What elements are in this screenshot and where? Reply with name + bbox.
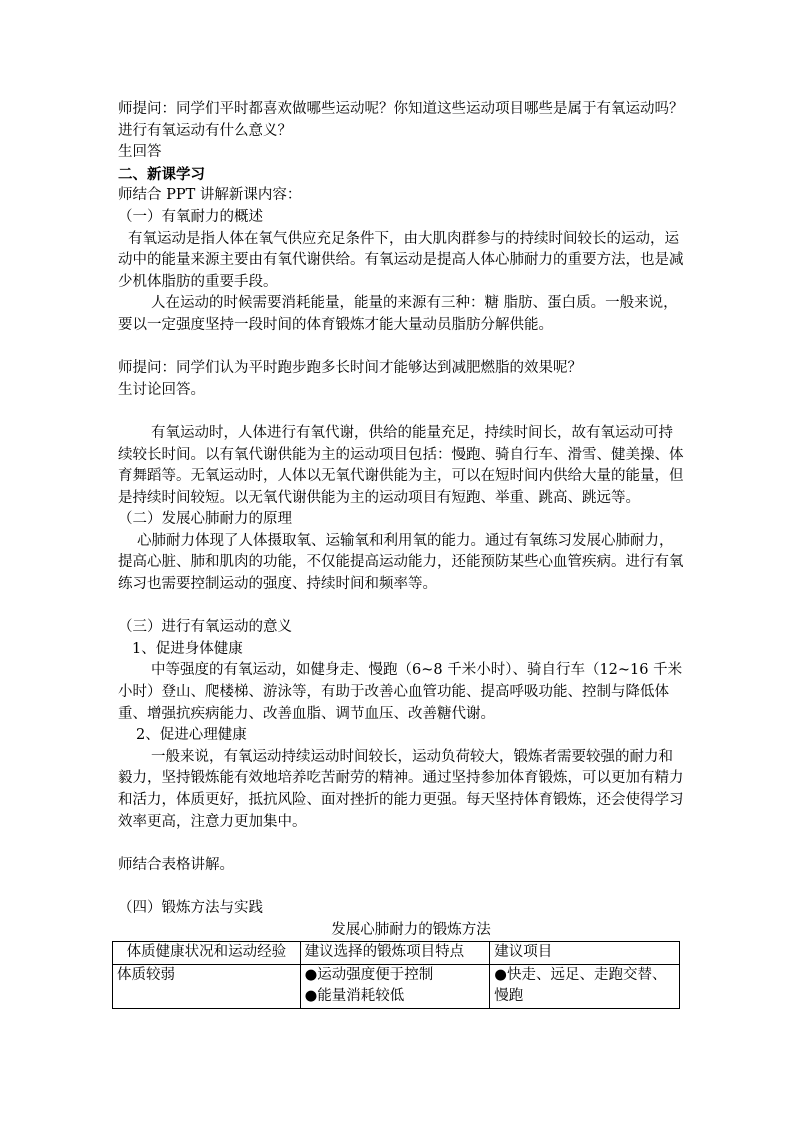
table-header-row [113, 942, 680, 965]
document-page [118, 99, 684, 1009]
table-intro: 师结合表格讲解。 [118, 856, 234, 873]
table-header-cell: 建议选择的锻炼项目特点 [300, 942, 490, 965]
table-header-cell: 体质健康状况和运动经验 [113, 942, 301, 965]
table-header-cell: 建议项目 [490, 942, 680, 965]
table-cell: ●快走、远足、走跑交替、慢跑 [490, 964, 680, 1008]
table-cell [300, 964, 490, 1008]
section-heading-new-lesson: 二、新课学习 [118, 165, 205, 183]
table-cell: 体质较弱 [113, 964, 301, 1008]
subsection-title-1: （一）有氧耐力的概述 [118, 208, 263, 225]
table-row [113, 964, 680, 1008]
blank-line [118, 337, 684, 359]
paragraph-aerobic-vs-anaerobic: 有氧运动时，人体进行有氧代谢，供给的能量充足，持续时间长，故有氧运动可持续较长时间。以有氧代谢供能为主的运动项目包括：慢跑、骑自行车、滑雪、健美操、体育舞蹈等。无氧运动时，人体以无氧代谢供能为主，可以在短时间内供给大量的能量，但是持续时间较短。以无氧代谢供能为主的运动项目有短跑、举重、跳高、跳远等。 [118, 424, 684, 506]
blank-line [118, 401, 684, 423]
item-mental-health: 2、促进心理健康 [136, 727, 247, 744]
paragraph-physical-health: 中等强度的有氧运动，如健身走、慢跑（6~8 千米小时）、骑自行车（12~16 千米小时）登山、爬楼梯、游泳等，有助于改善心血管功能、提高呼吸功能、控制与降低体重、增强抗疾病能力、改善血脂、调节血压、改善糖代谢。 [118, 662, 683, 722]
subsection-title-2: （二）发展心肺耐力的原理 [118, 511, 292, 528]
table-cell-bullet: ●能量消耗较低 [304, 988, 405, 1005]
subsection-title-3: （三）进行有氧运动的意义 [118, 619, 292, 636]
table-cell-bullet: ●运动强度便于控制 [304, 966, 434, 983]
student-answer-2: 生讨论回答。 [118, 381, 205, 398]
blank-line [118, 833, 684, 855]
teacher-intro: 师结合 PPT 讲解新课内容： [118, 187, 302, 204]
teacher-question-2: 师提问：同学们认为平时跑步跑多长时间才能够达到减肥燃脂的效果呢？ [118, 360, 582, 377]
paragraph-mental-health: 一般来说，有氧运动持续运动时间较长，运动负荷较大，锻炼者需要较强的耐力和毅力，坚持锻炼能有效地培养吃苦耐劳的精神。通过坚持参加体育锻炼，可以更加有精力和活力，体质更好，抵抗风险、面对挫折的能力更强。每天坚持体育锻炼，还会使得学习效率更高，注意力更加集中。 [118, 748, 684, 830]
training-methods-table [112, 941, 680, 1009]
blank-line [118, 876, 684, 898]
paragraph-aerobic-definition: 有氧运动是指人体在氧气供应充足条件下，由大肌肉群参与的持续时间较长的运动，运动中的能量来源主要由有氧代谢供给。有氧运动是提高人体心肺耐力的重要方法，也是减少机体脂肪的重要手段。 [118, 230, 684, 290]
subsection-title-4: （四）锻炼方法与实践 [118, 899, 263, 916]
blank-line [118, 596, 684, 618]
paragraph-cardio-principle: 心肺耐力体现了人体摄取氧、运输氧和利用氧的能力。通过有氧练习发展心肺耐力，提高心脏、肺和肌肉的功能，不仅能提高运动能力，还能预防某些心血管疾病。进行有氧练习也需要控制运动的强度、持续时间和频率等。 [118, 532, 684, 593]
table-caption: 发展心肺耐力的锻炼方法 [331, 921, 491, 938]
teacher-question-1: 师提问：同学们平时都喜欢做哪些运动呢？你知道这些运动项目哪些是属于有氧运动吗？进行有氧运动有什么意义？ [118, 101, 684, 139]
paragraph-energy-sources: 人在运动的时候需要消耗能量，能量的来源有三种：糖 脂肪、蛋白质。一般来说，要以一定强度坚持一段时间的体育锻炼才能大量动员脂肪分解供能。 [118, 295, 678, 333]
item-physical-health: 1、促进身体健康 [132, 640, 243, 657]
student-answer-1: 生回答 [118, 144, 162, 161]
